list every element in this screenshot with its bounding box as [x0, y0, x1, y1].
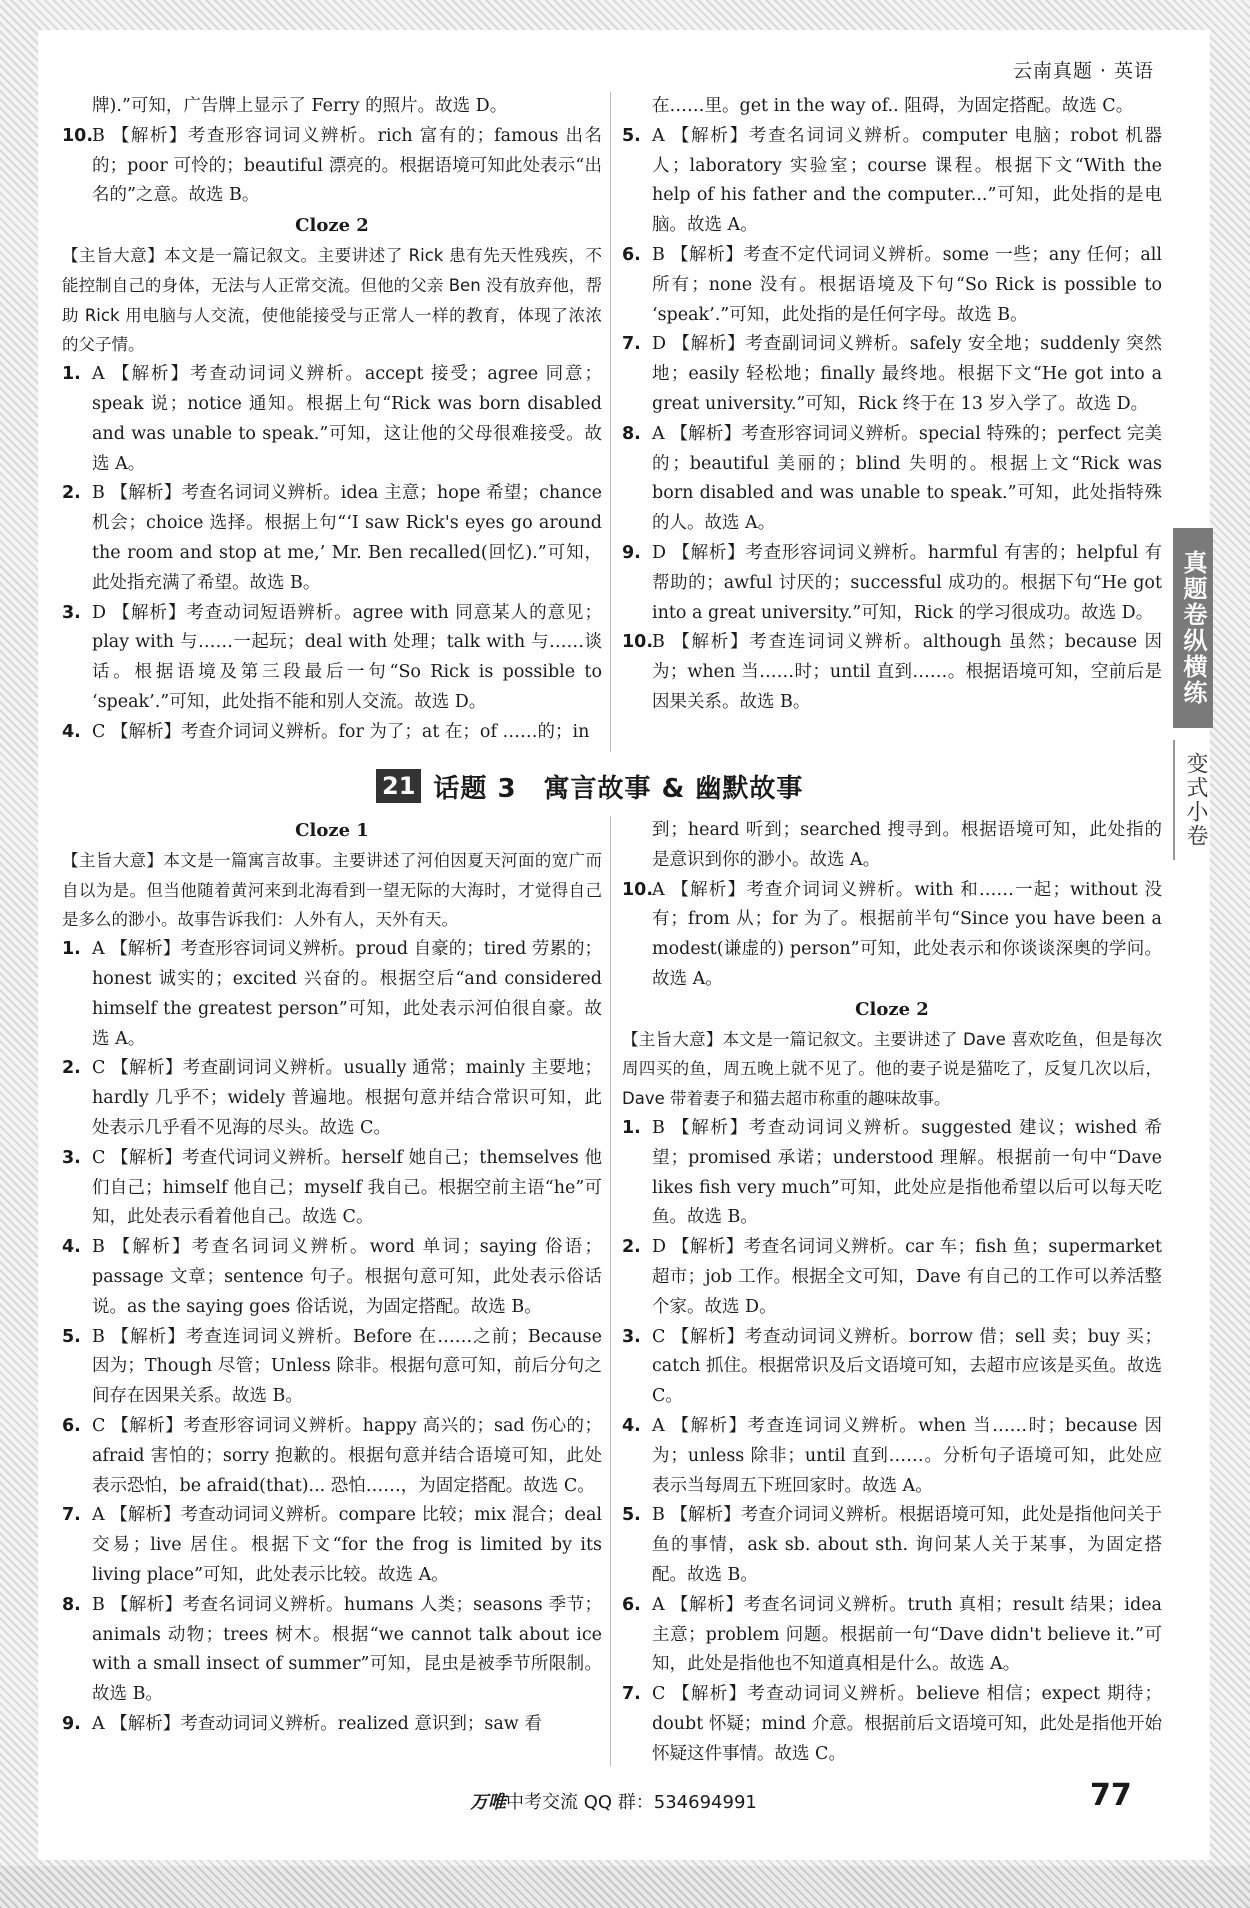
answer-number: 3. [62, 1147, 81, 1168]
answer-item [62, 1412, 602, 1501]
answer-text: 牌).”可知，广告牌上显示了 Ferry 的照片。故选 D。 [92, 96, 508, 116]
page-number: 77 [1090, 1778, 1132, 1813]
answer-item [622, 241, 1162, 330]
answer-text: A 【解析】考查形容词词义辨析。special 特殊的；perfect 完美的；beautiful 美丽的；blind 失明的。根据上文“Rick was born disabled and was unable to speak.”可知，此处指特殊的人。故选 A。 [652, 423, 1162, 534]
answer-item [622, 1412, 1162, 1501]
answer-item [62, 122, 602, 211]
answer-number: 6. [622, 244, 641, 265]
footer-brand: 万唯 [470, 1792, 506, 1813]
cloze-title: Cloze 2 [855, 998, 929, 1020]
answer-text: C 【解析】考查代词词义辨析。herself 她自己；themselves 他们自己；himself 他自己；myself 我自己。根据空前主语“he”可知，此处表示看着他自己。故选 C。 [92, 1147, 602, 1228]
answer-number: 1. [62, 939, 81, 960]
answer-item [62, 1591, 602, 1710]
answer-text: C 【解析】考查动词词义辨析。believe 相信；expect 期待；doubt 怀疑；mind 介意。根据前后文语境可知，此处是指他开始怀疑这件事情。故选 C。 [652, 1684, 1162, 1764]
answer-number: 7. [622, 1684, 641, 1705]
answer-item [622, 92, 1162, 122]
column-right-top [622, 92, 1162, 718]
answer-text: B 【解析】考查名词词义辨析。idea 主意；hope 希望；chance 机会；choice 选择。根据上句“‘I saw Rick's eyes go around the room and stop at me,’ Mr. Ben recalled(回忆).”可知，此处指充满了希望。故选 B。 [92, 483, 602, 593]
answer-text: A 【解析】考查名词词义辨析。computer 电脑；robot 机器人；laboratory 实验室；course 课程。根据下文“With the help of his father and the computer...”可知，此处指的是电脑。故选 A。 [652, 125, 1162, 236]
side-tab-section: 真题卷纵横练 [1173, 528, 1213, 728]
column-left-top [62, 92, 602, 748]
answer-text: D 【解析】考查名词词义辨析。car 车；fish 鱼；supermarket 超市；job 工作。根据全文可知，Dave 有自己的工作可以养活整个家。故选 D。 [652, 1237, 1162, 1317]
answer-item [622, 539, 1162, 628]
answer-text: A 【解析】考查动词词义辨析。realized 意识到；saw 看 [92, 1713, 542, 1734]
answer-item [622, 816, 1162, 876]
answer-number: 2. [62, 483, 81, 504]
answer-item [622, 876, 1162, 995]
column-divider-bottom [610, 816, 611, 1766]
footer [470, 1788, 757, 1814]
answer-item [62, 92, 602, 122]
summary-paragraph: 【主旨大意】本文是一篇记叙文。主要讲述了 Dave 喜欢吃鱼，但是每次周四买的鱼，周五晚上就不见了。他的妻子说是猫吃了，反复几次以后，Dave 带着妻子和猫去超市称重的趣味故事。 [622, 1029, 1162, 1109]
answer-number: 1. [62, 364, 81, 385]
answer-item [622, 1680, 1162, 1769]
answer-text: D 【解析】考查副词词义辨析。safely 安全地；suddenly 突然地；easily 轻松地；finally 最终地。根据下文“He got into a great university.”可知，Rick 终于在 13 岁入学了。故选 D。 [652, 334, 1162, 414]
answer-number: 9. [622, 542, 641, 563]
answer-number: 4. [622, 1415, 641, 1436]
answer-text: D 【解析】考查形容词词义辨析。harmful 有害的；helpful 有帮助的；awful 讨厌的；successful 成功的。根据下句“He got into a great university.”可知，Rick 的学习很成功。故选 D。 [652, 542, 1162, 623]
answer-item [62, 1710, 602, 1740]
bottom-border [0, 1866, 1250, 1908]
answer-number: 9. [62, 1713, 81, 1734]
footer-qq: 中考交流 QQ 群：534694991 [506, 1792, 757, 1813]
answer-item [62, 360, 602, 479]
answer-number: 7. [622, 334, 641, 355]
answer-number: 10. [622, 632, 654, 653]
answer-text: C 【解析】考查副词词义辨析。usually 通常；mainly 主要地；hardly 几乎不；widely 普遍地。根据句意并结合常识可知，此处表示几乎看不见海的尽头。故选 C。 [92, 1058, 602, 1138]
topic-number: 21 [376, 769, 421, 803]
answer-text: B 【解析】考查名词词义辨析。word 单词；saying 俗语；passage 文章；sentence 句子。根据句意可知，此处表示俗话说。as the saying goes 俗话说，为固定搭配。故选 B。 [92, 1237, 602, 1317]
answer-text: D 【解析】考查动词短语辨析。agree with 同意某人的意见；play with 与……一起玩；deal with 处理；talk with 与……谈话。根据语境及第三段最后一句“So Rick is possible to ‘speak’.”可知，此处指不能和别人交流。故选 D。 [92, 602, 602, 712]
answer-text: B 【解析】考查介词词义辨析。根据语境可知，此处是指他问关于鱼的事情，ask sb. about sth. 询问某人关于某事，为固定搭配。故选 B。 [652, 1505, 1162, 1585]
answer-text: 到；heard 听到；searched 搜寻到。根据语境可知，此处指的是意识到你的渺小。故选 A。 [652, 820, 1162, 870]
answer-text: B 【解析】考查动词词义辨析。suggested 建议；wished 希望；promised 承诺；understood 理解。根据前一句中“Dave likes fish very much”可知，此处应是指他希望以后可以每天吃鱼。故选 B。 [652, 1117, 1162, 1228]
answer-number: 10. [62, 125, 94, 146]
answer-number: 2. [622, 1237, 641, 1258]
answer-number: 5. [622, 1505, 641, 1526]
answer-text: A 【解析】考查动词词义辨析。compare 比较；mix 混合；deal 交易；live 居住。根据下文“for the frog is limited by its living place”可知，此处表示比较。故选 A。 [92, 1505, 602, 1585]
answer-text: A 【解析】考查介词词义辨析。with 和……一起；without 没有；from 从；for 为了。根据前半句“Since you have been a modest(谦虚的) person”可知，此处表示和你谈谈深奥的学问。故选 A。 [652, 879, 1162, 989]
running-header: 云南真题 · 英语 [1012, 60, 1154, 82]
answer-item [622, 628, 1162, 717]
answer-text: A 【解析】考查名词词义辨析。truth 真相；result 结果；idea 主意；problem 问题。根据前一句“Dave didn't believe it.”可知，此处是指他也不知道真相是什么。故选 A。 [652, 1594, 1162, 1675]
cloze-title: Cloze 1 [295, 820, 369, 841]
answer-number: 3. [62, 602, 81, 623]
answer-number: 6. [622, 1594, 641, 1615]
answer-item [62, 718, 602, 748]
answer-text: A 【解析】考查连词词义辨析。when 当……时；because 因为；unless 除非；until 直到……。分析句子语境可知，此处应表示当每周五下班回家时。故选 A。 [652, 1415, 1162, 1496]
answer-item [62, 1054, 602, 1143]
answer-item [62, 935, 602, 1054]
answer-text: A 【解析】考查动词词义辨析。accept 接受；agree 同意；speak 说；notice 通知。根据上句“Rick was born disabled and was unable to speak.”可知，这让他的父母很难接受。故选 A。 [92, 364, 602, 474]
topic-heading [376, 768, 803, 804]
answer-number: 4. [62, 1237, 81, 1258]
answer-item [62, 1233, 602, 1322]
answer-number: 8. [62, 1594, 81, 1615]
column-right-bottom [622, 816, 1162, 1770]
answer-item [622, 1501, 1162, 1590]
answer-item [622, 1323, 1162, 1412]
answer-item [62, 1501, 602, 1590]
side-tab-subsection: 变式小卷 [1173, 740, 1215, 860]
answer-text: B 【解析】考查名词词义辨析。humans 人类；seasons 季节；animals 动物；trees 树木。根据“we cannot talk about ice with a small insect of summer”可知，昆虫是被季节所限制。故选 B。 [92, 1594, 602, 1705]
answer-item [622, 1114, 1162, 1233]
column-divider-top [610, 92, 611, 752]
answer-item [622, 1233, 1162, 1322]
answer-text: A 【解析】考查形容词词义辨析。proud 自豪的；tired 劳累的；honest 诚实的；excited 兴奋的。根据空后“and considered himself the greatest person”可知，此处表示河伯很自豪。故选 A。 [92, 939, 602, 1049]
cloze-title: Cloze 2 [295, 215, 369, 237]
answer-number: 1. [622, 1117, 641, 1138]
answer-text: B 【解析】考查连词词义辨析。Before 在……之前；Because 因为；Though 尽管；Unless 除非。根据句意可知，前后分句之间存在因果关系。故选 B。 [92, 1326, 602, 1407]
answer-text: C 【解析】考查介词词义辨析。for 为了；at 在；of ……的；in [92, 721, 590, 742]
answer-number: 6. [62, 1415, 81, 1436]
answer-item [62, 479, 602, 598]
answer-item [622, 1591, 1162, 1680]
summary-paragraph: 【主旨大意】本文是一篇记叙文。主要讲述了 Rick 患有先天性残疾，不能控制自己的身体，无法与人正常交流。但他的父亲 Ben 没有放弃他，帮助 Rick 用电脑与人交流，使他能接受与正常人一样的教育，体现了浓浓的父子情。 [62, 245, 602, 355]
answer-number: 7. [62, 1505, 81, 1526]
answer-item [62, 599, 602, 718]
answer-item [622, 420, 1162, 539]
summary-paragraph: 【主旨大意】本文是一篇寓言故事。主要讲述了河伯因夏天河面的宽广而自以为是。但当他随着黄河来到北海看到一望无际的大海时，才觉得自己是多么的渺小。故事告诉我们：人外有人，天外有天。 [62, 850, 602, 930]
answer-number: 8. [622, 423, 641, 444]
answer-text: 在……里。get in the way of.. 阻碍，为固定搭配。故选 C。 [652, 96, 1134, 116]
topic-title: 话题 3 寓言故事 & 幽默故事 [433, 773, 804, 804]
answer-text: B 【解析】考查不定代词词义辨析。some 一些；any 任何；all 所有；none 没有。根据语境及下句“So Rick is possible to ‘speak’.”可知，此处指的是任何字母。故选 B。 [652, 244, 1162, 325]
answer-number: 4. [62, 721, 81, 742]
column-left-bottom [62, 816, 602, 1740]
answer-item [62, 1323, 602, 1412]
answer-number: 5. [62, 1326, 81, 1347]
answer-number: 2. [62, 1058, 81, 1079]
answer-text: B 【解析】考查形容词词义辨析。rich 富有的；famous 出名的；poor 可怜的；beautiful 漂亮的。根据语境可知此处表示“出名的”之意。故选 B。 [92, 125, 602, 206]
answer-text: B 【解析】考查连词词义辨析。although 虽然；because 因为；when 当……时；until 直到……。根据语境可知，空前后是因果关系。故选 B。 [652, 632, 1162, 712]
answer-number: 10. [622, 879, 654, 900]
answer-text: C 【解析】考查动词词义辨析。borrow 借；sell 卖；buy 买；catch 抓住。根据常识及后文语境可知，去超市应该是买鱼。故选 C。 [652, 1326, 1162, 1407]
answer-item [622, 122, 1162, 241]
answer-number: 5. [622, 125, 641, 146]
answer-number: 3. [622, 1326, 641, 1347]
answer-text: C 【解析】考查形容词词义辨析。happy 高兴的；sad 伤心的；afraid 害怕的；sorry 抱歉的。根据句意并结合语境可知，此处表示恐怕，be afraid(that)... 恐怕……，为固定搭配。故选 C。 [92, 1415, 602, 1496]
answer-item [62, 1144, 602, 1233]
answer-item [622, 330, 1162, 419]
